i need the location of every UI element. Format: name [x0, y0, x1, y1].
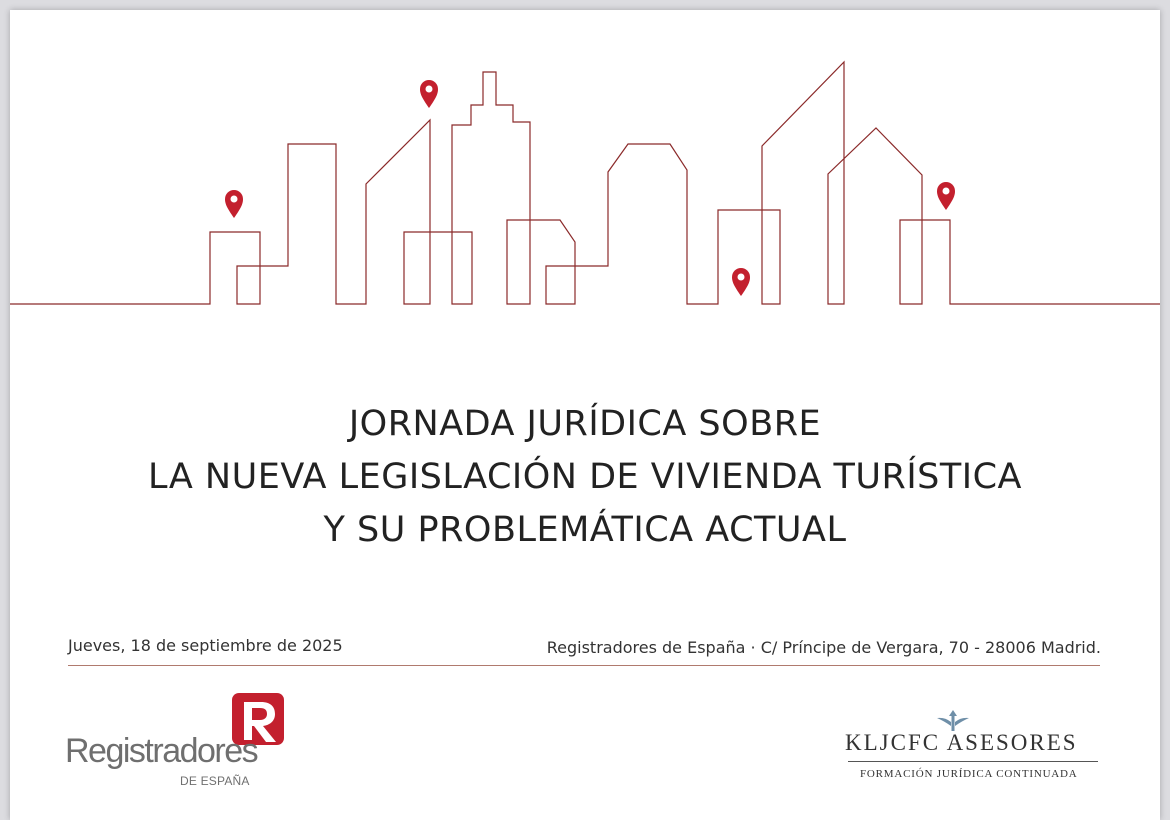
- map-pin-icon: [225, 190, 243, 218]
- map-pin-icon: [420, 80, 438, 108]
- divider: [68, 665, 1100, 666]
- event-title: [10, 398, 1160, 557]
- kljcfc-divider: [848, 761, 1098, 762]
- map-pin-icon: [937, 182, 955, 210]
- kljcfc-wordmark: KLJCFC ASESORES: [845, 730, 1078, 755]
- title-line: Y SU PROBLEMÁTICA ACTUAL: [323, 510, 847, 550]
- kljcfc-logo: [845, 708, 1105, 788]
- registradores-wordmark: Registradores: [65, 732, 258, 770]
- registradores-subtitle: DE ESPAÑA: [180, 774, 250, 788]
- title-line: JORNADA JURÍDICA SOBRE: [348, 404, 822, 444]
- title-line: LA NUEVA LEGISLACIÓN DE VIVIENDA TURÍSTICA: [148, 457, 1022, 497]
- event-date: Jueves, 18 de septiembre de 2025: [68, 636, 343, 655]
- event-flyer: [10, 10, 1160, 820]
- kljcfc-subtitle: FORMACIÓN JURÍDICA CONTINUADA: [860, 768, 1078, 780]
- registradores-logo: [62, 690, 302, 800]
- map-pin-icon: [732, 268, 750, 296]
- city-skyline-illustration: [10, 10, 1160, 330]
- event-venue: Registradores de España · C/ Príncipe de Vergara, 70 - 28006 Madrid.: [546, 638, 1101, 657]
